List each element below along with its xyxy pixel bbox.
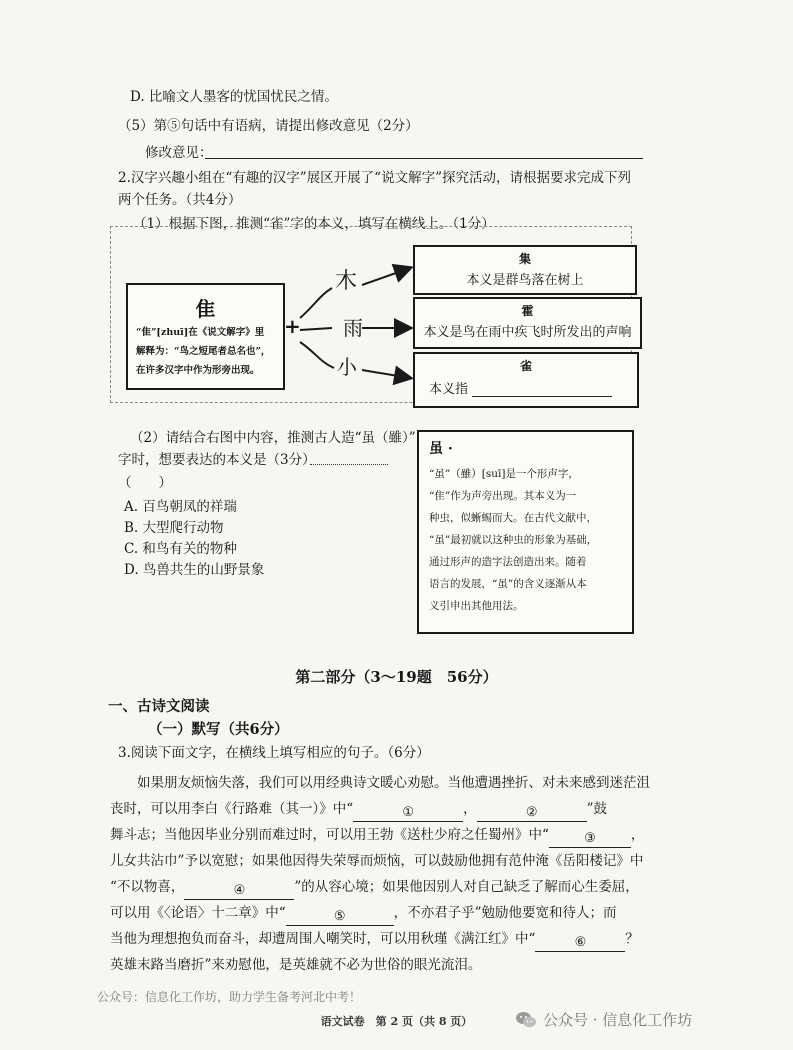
sui-info-line-5: 通过形声的造字法创造出来。随着	[429, 556, 587, 568]
option-b: B. 大型爬行动物	[124, 520, 224, 536]
option-c: C. 和鸟有关的物种	[124, 541, 237, 557]
line-to-xiao	[300, 342, 334, 368]
result-que-row	[415, 378, 637, 397]
revise-label: 修改意见：	[145, 145, 213, 161]
wechat-icon	[515, 1010, 537, 1030]
sui-info-header: 虽 ·	[429, 441, 453, 457]
zhui-desc-1: “隹”[zhuī]在《说文解字》里	[136, 327, 265, 338]
para-text: ”鼓	[586, 801, 608, 817]
blank-3[interactable]: ③	[549, 831, 631, 848]
blank-6[interactable]: ⑥	[535, 935, 625, 952]
para-line-5	[110, 874, 650, 900]
sui-info-line-2: “隹”作为声旁出现。其本义为一	[429, 490, 577, 502]
result-que-box	[413, 352, 639, 408]
q2-task1: （1）根据下图，推测“雀”字的本义，填写在横线上。（1分）	[133, 216, 495, 232]
result-huo-char: 霍	[521, 304, 534, 318]
q1-sub5: （5）第⑤句话中有语病，请提出修改意见（2分）	[118, 118, 419, 134]
sui-info-line-1: “虽”（雖）[suī]是一个形声字，	[429, 468, 579, 480]
plus-sign: +	[284, 314, 301, 338]
para-text: ，	[463, 801, 477, 817]
subsection1-heading: （一）默写（共6分）	[148, 721, 289, 738]
sui-info-line-7: 义引申出其他用法。	[429, 600, 524, 612]
para-text: 丧时，可以用李白《行路难（其一）》中“	[110, 801, 354, 817]
page-number: 语文试卷 第 2 页（共 8 页）	[320, 1015, 473, 1028]
zhui-char: 隹	[195, 297, 216, 321]
sui-info-line-4: “虽”最初就以这种虫的形象为基础，	[429, 534, 598, 546]
para-line-7	[110, 926, 650, 952]
result-ji-text: 本义是群鸟落在树上	[466, 273, 584, 288]
para-text: ”的从容心境；如果他因别人对自己缺乏了解而心生委屈，	[294, 879, 639, 895]
task2-dots	[310, 464, 388, 465]
para-text: ，不亦君子乎”勉励他要宽和待人；而	[393, 905, 617, 921]
part-yu: 雨	[343, 316, 363, 340]
result-huo-text: 本义是鸟在雨中疾飞时所发出的声响	[423, 325, 632, 340]
q2-task2-paren[interactable]: （ ）	[118, 475, 172, 491]
q2-task2-line1: （2）请结合右图中内容，推测古人造“虽（雖）”	[130, 430, 416, 446]
para-line-8: 英雄末路当磨折”来劝慰他，是英雄就不必为世俗的眼光流泪。	[110, 957, 482, 973]
para-text: “不以物喜，	[110, 879, 185, 895]
para-text: 舞斗志；当他因毕业分别而难过时，可以用王勃《送杜少府之任蜀州》中“	[110, 827, 549, 843]
result-huo-box	[413, 297, 642, 349]
q3-prompt: 3.阅读下面文字，在横线上填写相应的句子。（6分）	[118, 745, 430, 761]
para-text: 当他为理想抱负而奋斗，却遭周围人嘲笑时，可以用秋瑾《满江红》中“	[110, 931, 536, 947]
q2-intro-line2: 两个任务。（共4分）	[118, 192, 242, 208]
q2-task2-line2: 字时，想要表达的本义是（3分）	[118, 452, 316, 468]
watermark-text: 公众号：信息化工作坊，助力学生备考河北中考！	[97, 990, 362, 1004]
line-to-yu	[300, 328, 332, 330]
para-line-6	[110, 900, 650, 926]
option-a: A. 百鸟朝凤的祥瑞	[124, 499, 237, 515]
para-line-2	[110, 796, 650, 822]
sui-info-line-3: 种虫，似蜥蜴而大。在古代文献中，	[429, 512, 597, 524]
blank-2[interactable]: ②	[477, 805, 587, 822]
sui-info-line-6: 语言的发展，“虽”的含义逐渐从本	[429, 578, 587, 590]
para-line-1: 如果朋友烦恼失落，我们可以用经典诗文暖心劝慰。当他遭遇挫折、对未来感到迷茫沮	[137, 775, 650, 791]
brand-text: 公众号 · 信息化工作坊	[543, 1011, 693, 1029]
zhui-desc-2: 解释为：“鸟之短尾者总名也”，	[136, 346, 271, 357]
option-d: D. 鸟兽共生的山野景象	[124, 562, 265, 578]
arrow-to-que	[362, 370, 410, 378]
arrow-to-ji	[362, 268, 410, 285]
q1-option-d: D. 比喻文人墨客的忧国忧民之情。	[130, 89, 338, 105]
result-que-label: 本义指	[429, 382, 469, 397]
zhui-desc-3: 在许多汉字中作为形旁出现。	[136, 365, 260, 376]
part2-title: 第二部分（3～19题 56分）	[295, 668, 498, 686]
result-ji-char: 集	[518, 252, 531, 266]
line-to-mu	[300, 288, 332, 318]
blank-1[interactable]: ①	[353, 805, 463, 822]
para-line-3	[110, 822, 650, 848]
que-answer-line[interactable]	[472, 380, 612, 397]
section1-heading: 一、古诗文阅读	[108, 698, 210, 715]
para-text: ？	[625, 931, 639, 947]
part-mu: 木	[335, 269, 358, 294]
result-que-char: 雀	[519, 359, 532, 373]
para-text: ，	[630, 827, 645, 843]
result-ji-box	[413, 245, 637, 295]
brand-footer	[515, 1009, 692, 1030]
blank-4[interactable]: ④	[184, 883, 294, 900]
part-xiao: 小	[337, 355, 357, 379]
para-line-4: 儿女共沾巾”予以宽慰；如果他因得失荣辱而烦恼，可以鼓励他拥有范仲淹《岳阳楼记》中	[110, 853, 644, 869]
q2-intro-line1: 2.汉字兴趣小组在“有趣的汉字”展区开展了“说文解字”探究活动，请根据要求完成下列	[118, 170, 631, 186]
para-text: 可以用《〈论语〉十二章》中“	[110, 905, 286, 921]
sui-info-box	[417, 430, 634, 634]
blank-5[interactable]: ⑤	[286, 909, 394, 926]
